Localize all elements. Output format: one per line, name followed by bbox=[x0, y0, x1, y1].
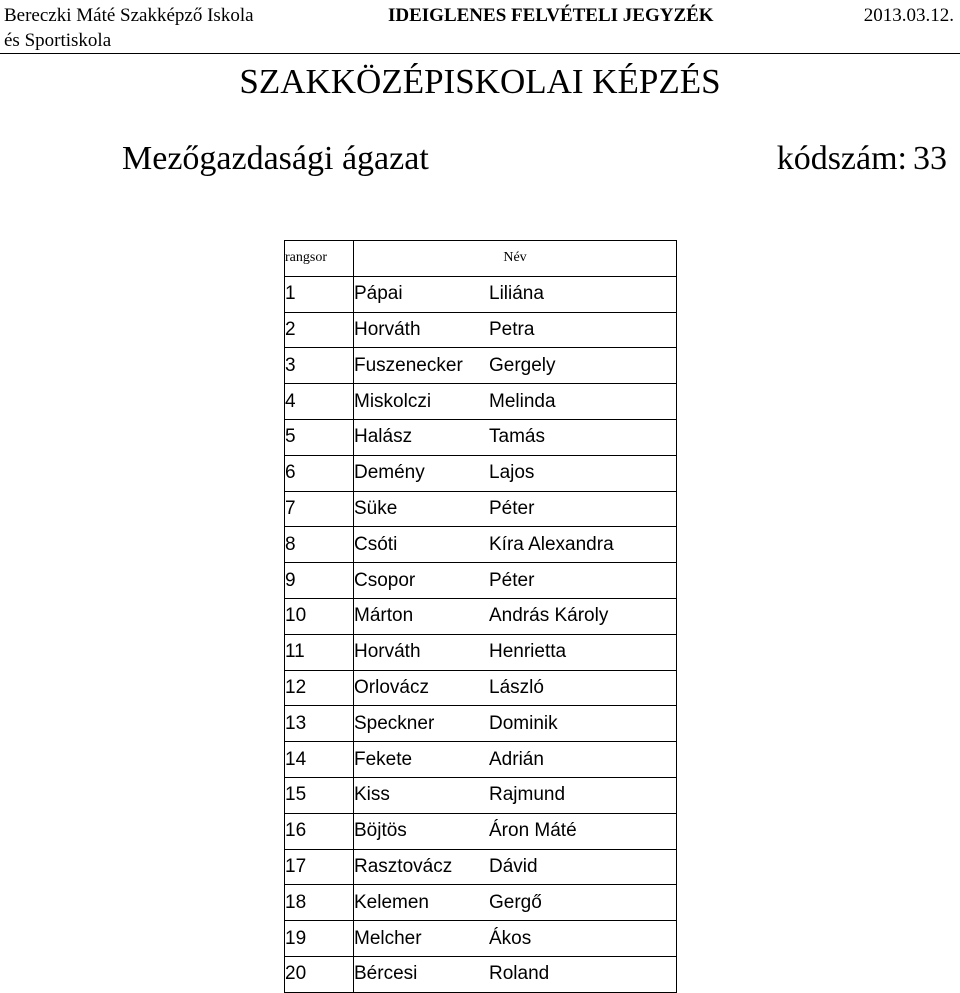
rank-cell: 7 bbox=[285, 491, 354, 527]
table-row bbox=[285, 491, 677, 527]
rank-cell: 13 bbox=[285, 706, 354, 742]
rank-cell: 3 bbox=[285, 348, 354, 384]
name-cell bbox=[354, 777, 677, 813]
table-header-row bbox=[285, 241, 677, 277]
name-cell bbox=[354, 885, 677, 921]
name-cell bbox=[354, 419, 677, 455]
name-cell bbox=[354, 670, 677, 706]
table-row bbox=[285, 634, 677, 670]
first-name: Dávid bbox=[489, 855, 538, 877]
first-name: Liliána bbox=[489, 283, 544, 305]
rank-cell: 1 bbox=[285, 276, 354, 312]
ranking-table bbox=[284, 240, 677, 993]
table-row bbox=[285, 276, 677, 312]
first-name: Áron Máté bbox=[489, 820, 577, 842]
document-title: IDEIGLENES FELVÉTELI JEGYZÉK bbox=[388, 5, 714, 26]
table-row bbox=[285, 849, 677, 885]
table-row bbox=[285, 419, 677, 455]
table-row bbox=[285, 455, 677, 491]
column-header-name: Név bbox=[354, 241, 677, 277]
first-name: Tamás bbox=[489, 426, 545, 448]
sector-code-label: kódszám: bbox=[776, 140, 907, 177]
rank-cell: 12 bbox=[285, 670, 354, 706]
table-row bbox=[285, 956, 677, 992]
name-cell bbox=[354, 276, 677, 312]
main-title: SZAKKÖZÉPISKOLAI KÉPZÉS bbox=[239, 62, 721, 101]
first-name: Péter bbox=[489, 497, 535, 519]
name-cell bbox=[354, 956, 677, 992]
name-cell bbox=[354, 706, 677, 742]
name-cell bbox=[354, 813, 677, 849]
rank-cell: 15 bbox=[285, 777, 354, 813]
name-cell bbox=[354, 563, 677, 599]
rank-cell: 18 bbox=[285, 885, 354, 921]
last-name: Bércesi bbox=[354, 963, 418, 985]
last-name: Halász bbox=[354, 426, 413, 448]
rank-cell: 17 bbox=[285, 849, 354, 885]
name-cell bbox=[354, 312, 677, 348]
last-name: Melcher bbox=[354, 927, 422, 949]
first-name: Rajmund bbox=[489, 784, 566, 806]
last-name: Márton bbox=[354, 605, 414, 627]
first-name: Roland bbox=[489, 963, 550, 985]
last-name: Horváth bbox=[354, 318, 421, 340]
last-name: Horváth bbox=[354, 641, 421, 663]
page-header bbox=[0, 0, 960, 56]
document-date: 2013.03.12. bbox=[863, 5, 954, 26]
first-name: Adrián bbox=[489, 748, 544, 770]
first-name: Dominik bbox=[489, 712, 558, 734]
first-name: Gergely bbox=[489, 354, 556, 376]
sector-name: Mezőgazdasági ágazat bbox=[122, 140, 429, 177]
table-row bbox=[285, 885, 677, 921]
rank-cell: 5 bbox=[285, 419, 354, 455]
last-name: Pápai bbox=[354, 283, 403, 305]
first-name: Lajos bbox=[489, 462, 535, 484]
table-row bbox=[285, 563, 677, 599]
table-row bbox=[285, 527, 677, 563]
table-row bbox=[285, 777, 677, 813]
last-name: Fuszenecker bbox=[354, 354, 463, 376]
table-row bbox=[285, 706, 677, 742]
rank-cell: 10 bbox=[285, 598, 354, 634]
rank-cell: 9 bbox=[285, 563, 354, 599]
last-name: Böjtös bbox=[354, 820, 407, 842]
name-cell bbox=[354, 849, 677, 885]
name-cell bbox=[354, 384, 677, 420]
first-name: Petra bbox=[489, 318, 535, 340]
name-cell bbox=[354, 491, 677, 527]
name-cell bbox=[354, 348, 677, 384]
first-name: László bbox=[489, 676, 544, 698]
last-name: Kiss bbox=[354, 784, 390, 806]
rank-cell: 16 bbox=[285, 813, 354, 849]
last-name: Csóti bbox=[354, 533, 398, 555]
first-name: Kíra Alexandra bbox=[489, 533, 614, 555]
rank-cell: 20 bbox=[285, 956, 354, 992]
first-name: Melinda bbox=[489, 390, 556, 412]
last-name: Orlovácz bbox=[354, 676, 429, 698]
sector-code bbox=[777, 136, 947, 182]
table-body bbox=[285, 276, 677, 992]
last-name: Speckner bbox=[354, 712, 435, 734]
first-name: András Károly bbox=[489, 605, 609, 627]
last-name: Kelemen bbox=[354, 891, 429, 913]
rank-cell: 11 bbox=[285, 634, 354, 670]
school-name-line1: Bereczki Máté Szakképző Iskola bbox=[4, 5, 254, 26]
rank-cell: 19 bbox=[285, 921, 354, 957]
last-name: Demény bbox=[354, 462, 425, 484]
rank-cell: 8 bbox=[285, 527, 354, 563]
first-name: Gergő bbox=[489, 891, 542, 913]
name-cell bbox=[354, 742, 677, 778]
sector-code-value: 33 bbox=[913, 140, 947, 177]
rank-cell: 6 bbox=[285, 455, 354, 491]
last-name: Miskolczi bbox=[354, 390, 432, 412]
header-divider bbox=[0, 53, 960, 54]
school-name-line2: és Sportiskola bbox=[4, 30, 112, 51]
column-header-rank: rangsor bbox=[285, 241, 354, 277]
table-row bbox=[285, 670, 677, 706]
first-name: Henrietta bbox=[489, 641, 567, 663]
table-row bbox=[285, 598, 677, 634]
name-cell bbox=[354, 527, 677, 563]
table-row bbox=[285, 312, 677, 348]
rank-cell: 14 bbox=[285, 742, 354, 778]
first-name: Péter bbox=[489, 569, 535, 591]
last-name: Süke bbox=[354, 497, 398, 519]
last-name: Csopor bbox=[354, 569, 416, 591]
rank-cell: 4 bbox=[285, 384, 354, 420]
school-name bbox=[4, 3, 254, 53]
last-name: Fekete bbox=[354, 748, 413, 770]
rank-cell: 2 bbox=[285, 312, 354, 348]
table-row bbox=[285, 384, 677, 420]
table-row bbox=[285, 348, 677, 384]
name-cell bbox=[354, 921, 677, 957]
table-row bbox=[285, 921, 677, 957]
name-cell bbox=[354, 455, 677, 491]
table-row bbox=[285, 742, 677, 778]
name-cell bbox=[354, 598, 677, 634]
first-name: Ákos bbox=[489, 927, 532, 949]
name-cell bbox=[354, 634, 677, 670]
last-name: Rasztovácz bbox=[354, 855, 453, 877]
table-row bbox=[285, 813, 677, 849]
